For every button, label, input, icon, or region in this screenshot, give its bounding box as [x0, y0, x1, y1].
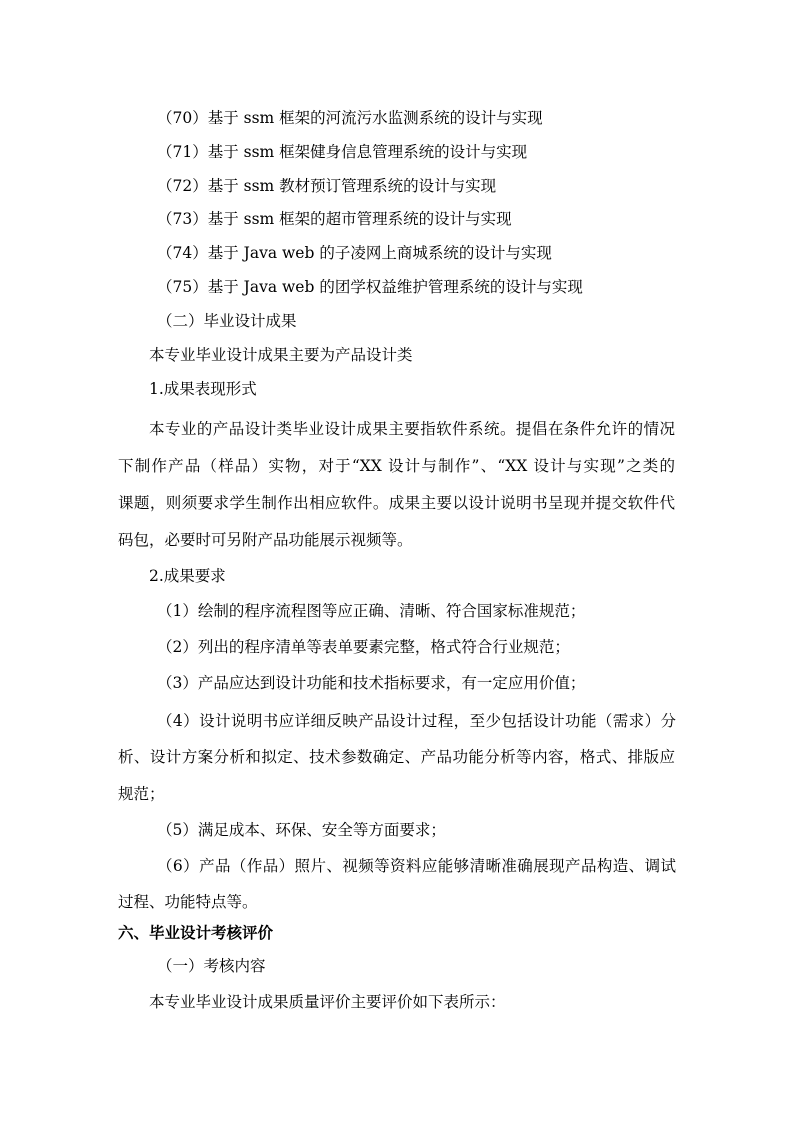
list-item: （74）基于 Java web 的子凌网上商城系统的设计与实现: [157, 244, 552, 262]
requirement-line: 过程、功能特点等。: [118, 893, 258, 911]
section-heading: 六、毕业设计考核评价: [118, 924, 274, 942]
numbered-heading: 2.成果要求: [149, 567, 226, 585]
paragraph-line: 本专业的产品设计类毕业设计成果主要指软件系统。提倡在条件允许的情况: [149, 420, 675, 438]
list-item: （75）基于 Java web 的团学权益维护管理系统的设计与实现: [157, 278, 583, 296]
list-item: （72）基于 ssm 教材预订管理系统的设计与实现: [157, 177, 497, 195]
paragraph: 本专业毕业设计成果质量评价主要评价如下表所示：: [149, 993, 506, 1011]
requirement-line: 析、设计方案分析和拟定、技术参数确定、产品功能分析等内容，格式、排版应: [118, 748, 675, 766]
paragraph-line: 下制作产品（样品）实物，对于“XX 设计与制作”、“XX 设计与实现”之类的: [118, 457, 675, 475]
list-item: （73）基于 ssm 框架的超市管理系统的设计与实现: [157, 210, 512, 228]
paragraph: 本专业毕业设计成果主要为产品设计类: [149, 346, 413, 364]
requirement-line: （4）设计说明书应详细反映产品设计过程，至少包括设计功能（需求）分: [157, 712, 676, 730]
requirement-line: 规范；: [118, 785, 165, 803]
requirement-item: （3）产品应达到设计功能和技术指标要求，有一定应用价值；: [157, 674, 586, 692]
requirement-item: （1）绘制的程序流程图等应正确、清晰、符合国家标准规范；: [157, 602, 586, 620]
requirement-line: （6）产品（作品）照片、视频等资料应能够清晰准确展现产品构造、调试: [157, 857, 676, 875]
list-item: （70）基于 ssm 框架的河流污水监测系统的设计与实现: [157, 109, 543, 127]
paragraph-line: 课题，则须要求学生制作出相应软件。成果主要以设计说明书呈现并提交软件代: [118, 494, 675, 512]
paragraph-line: 码包，必要时可另附产品功能展示视频等。: [118, 531, 413, 549]
requirement-item: （2）列出的程序清单等表单要素完整，格式符合行业规范；: [157, 638, 570, 656]
requirement-item: （5）满足成本、环保、安全等方面要求；: [157, 821, 446, 839]
subsection-heading: （二）毕业设计成果: [157, 312, 297, 330]
numbered-heading: 1.成果表现形式: [149, 380, 257, 398]
list-item: （71）基于 ssm 框架健身信息管理系统的设计与实现: [157, 143, 528, 161]
subsection-heading: （一）考核内容: [157, 957, 266, 975]
